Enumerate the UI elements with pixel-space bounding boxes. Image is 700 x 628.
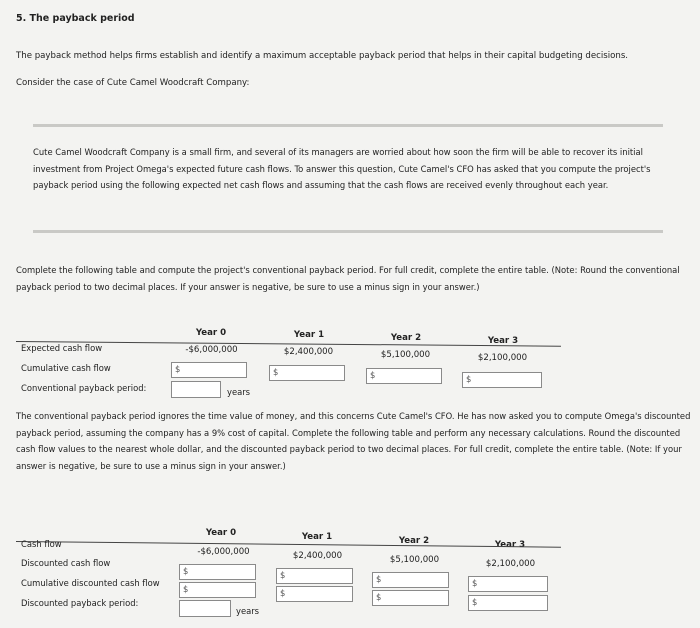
table2-header-year2: Year 2 <box>398 536 430 546</box>
table2-cf-year3: $2,100,000 <box>485 559 536 569</box>
scenario-bottom-rule <box>33 230 663 233</box>
cumulative-discounted-year0-input[interactable] <box>179 582 256 598</box>
dollar-sign: $ <box>280 570 286 580</box>
table1-header-year2: Year 2 <box>390 333 422 343</box>
table2-label-payback: Discounted payback period: <box>21 598 139 608</box>
cumulative-discounted-year2-input[interactable] <box>372 590 449 606</box>
instructions-conventional: Complete the following table and compute the project's conventional payback period. For full credit, complete the entire table. (Note: Round the conventional payback period to two decimal places. If your answer is negative, be sure to use a minus sign in your answer.) <box>16 265 680 292</box>
cumulative-cf-year2-input[interactable] <box>366 368 442 384</box>
table1-header-year3: Year 3 <box>487 336 519 346</box>
dollar-sign: $ <box>175 364 181 374</box>
dollar-sign: $ <box>183 566 189 576</box>
dollar-sign: $ <box>273 367 279 377</box>
cumulative-cf-year0-input[interactable] <box>171 362 247 378</box>
dollar-sign: $ <box>183 584 189 594</box>
cumulative-cf-year1-input[interactable] <box>269 365 345 381</box>
table1-header-year1: Year 1 <box>293 330 325 340</box>
question-title: 5. The payback period <box>16 13 135 24</box>
conventional-payback-input[interactable] <box>171 381 221 398</box>
table2-label-cumulative: Cumulative discounted cash flow <box>21 578 160 588</box>
dollar-sign: $ <box>376 592 382 602</box>
dollar-sign: $ <box>466 374 472 384</box>
table1-cf-year0: -$6,000,000 <box>185 345 238 355</box>
discounted-payback-table <box>16 520 561 620</box>
table2-header-year3: Year 3 <box>494 540 526 550</box>
discounted-cf-year0-input[interactable] <box>179 564 256 580</box>
dollar-sign: $ <box>472 597 478 607</box>
discounted-payback-input[interactable] <box>179 600 231 617</box>
table2-units: years <box>236 606 260 616</box>
dollar-sign: $ <box>280 588 286 598</box>
table1-cf-year2: $5,100,000 <box>380 350 431 360</box>
cumulative-cf-year3-input[interactable] <box>462 372 542 388</box>
dollar-sign: $ <box>376 574 382 584</box>
table2-header-year0: Year 0 <box>205 528 237 538</box>
table2-cf-year1: $2,400,000 <box>292 551 343 561</box>
table2-label-discounted: Discounted cash flow <box>21 558 111 568</box>
cumulative-discounted-year1-input[interactable] <box>276 586 353 602</box>
consider-text: Consider the case of Cute Camel Woodcraft Company: <box>16 78 250 88</box>
table2-label-cashflow: Cash flow <box>21 539 62 549</box>
discounted-cf-year3-input[interactable] <box>468 576 548 592</box>
instructions-discounted: The conventional payback period ignores the time value of money, and this concerns Cute Camel's CFO. He has now asked you to compute Omega's discounted payback period, assuming the company has a 9% cost of capital. Complete the following table and perform any necessary calculations. Round the discounted cash flow values to the nearest whole dollar, and the discounted payback period to two decimal places. For full credit, complete the entire table. (Note: If your answer is negative, be sure to use a minus sign in your answer.) <box>16 411 691 471</box>
intro-text: The payback method helps firms establish and identify a maximum acceptable payback period that helps in their capital budgeting decisions. <box>16 51 629 61</box>
scenario-text: Cute Camel Woodcraft Company is a small firm, and several of its managers are worried about how soon the firm will be able to recover its initial investment from Project Omega's expected future cash flows. To answer this question, Cute Camel's CFO has asked that you compute the project's payback period using the following expected net cash flows and assuming that the cash flows are received evenly throughout each year. <box>33 147 651 190</box>
conventional-payback-table <box>16 320 561 410</box>
table1-cf-year1: $2,400,000 <box>283 347 334 357</box>
dollar-sign: $ <box>370 370 376 380</box>
table2-cf-year2: $5,100,000 <box>389 555 440 565</box>
table1-label-expected: Expected cash flow <box>21 343 103 353</box>
table2-cf-year0: -$6,000,000 <box>197 547 250 557</box>
table1-label-payback: Conventional payback period: <box>21 383 147 393</box>
cumulative-discounted-year3-input[interactable] <box>468 595 548 611</box>
dollar-sign: $ <box>472 578 478 588</box>
table1-units: years <box>227 387 251 397</box>
table1-label-cumulative: Cumulative cash flow <box>21 363 111 373</box>
discounted-cf-year2-input[interactable] <box>372 572 449 588</box>
scenario-top-rule <box>33 124 663 127</box>
table1-header-year0: Year 0 <box>195 328 227 338</box>
table1-cf-year3: $2,100,000 <box>477 353 528 363</box>
table2-header-year1: Year 1 <box>301 532 333 542</box>
discounted-cf-year1-input[interactable] <box>276 568 353 584</box>
